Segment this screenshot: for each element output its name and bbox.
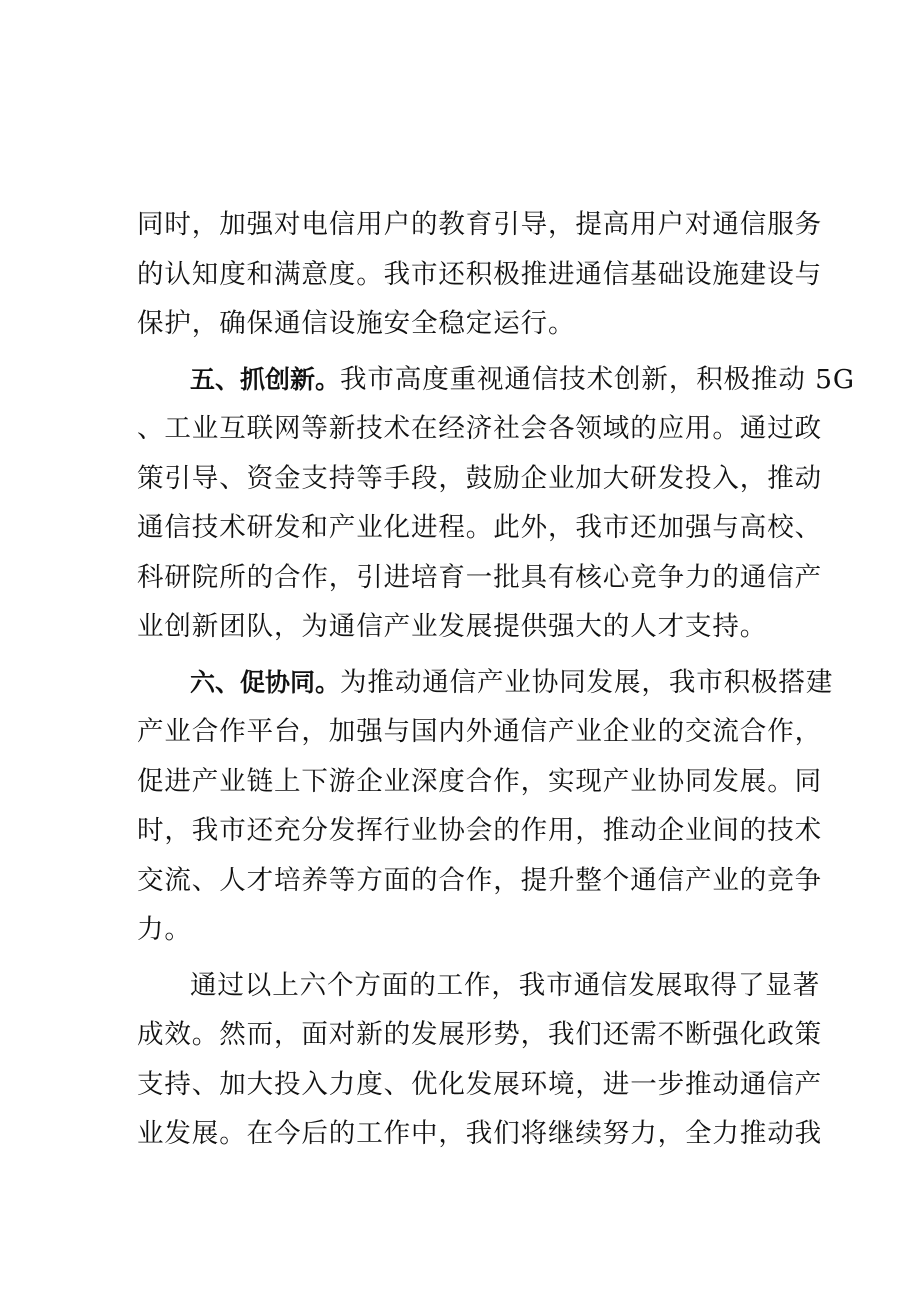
paragraph-innovation bbox=[137, 355, 855, 652]
text-line: 策引导、资金支持等手段，鼓励企业加大研发投入，推动 bbox=[137, 462, 822, 494]
text-line: 产业合作平台，加强与国内外通信产业企业的交流合作， bbox=[137, 716, 822, 747]
text-line: 促进产业链上下游企业深度合作，实现产业协同发展。同 bbox=[137, 765, 822, 797]
text-line: 、工业互联网等新技术在经济社会各领域的应用。通过政 bbox=[137, 413, 822, 444]
text-line: 成效。然而，面对新的发展形势，我们还需不断强化政策 bbox=[137, 1019, 822, 1050]
text-line: 支持、加大投入力度、优化发展环境，进一步推动通信产 bbox=[137, 1068, 822, 1100]
paragraph-infrastructure bbox=[137, 200, 822, 349]
text-line: 交流、人才培养等方面的合作，提升整个通信产业的竞争 bbox=[137, 864, 822, 896]
text-line: 通信技术研发和产业化进程。此外，我市还加强与高校、 bbox=[137, 512, 822, 543]
text-line bbox=[137, 658, 834, 708]
text-line: 时，我市还充分发挥行业协会的作用，推动企业间的技术 bbox=[137, 815, 822, 846]
text-run: 我市高度重视通信技术创新，积极推动 5G bbox=[340, 363, 855, 395]
document-body bbox=[137, 200, 855, 1159]
text-line: 科研院所的合作，引进培育一批具有核心竞争力的通信产 bbox=[137, 561, 822, 593]
text-line: 同时，加强对电信用户的教育引导，提高用户对通信服务 bbox=[137, 209, 822, 240]
text-run: 为推动通信产业协同发展，我市积极搭建 bbox=[340, 666, 834, 698]
section-heading-innovation: 五、抓创新。 bbox=[190, 364, 341, 394]
paragraph-conclusion bbox=[137, 961, 822, 1159]
text-line: 的认知度和满意度。我市还积极推进通信基础设施建设与 bbox=[137, 258, 822, 290]
text-line: 保护，确保通信设施安全稳定运行。 bbox=[137, 308, 576, 339]
text-line bbox=[137, 355, 855, 405]
paragraph-collaboration bbox=[137, 658, 834, 955]
text-line: 业创新团队，为通信产业发展提供强大的人才支持。 bbox=[137, 611, 768, 642]
text-line: 通过以上六个方面的工作，我市通信发展取得了显著 bbox=[190, 969, 821, 1001]
section-heading-collaboration: 六、促协同。 bbox=[190, 667, 341, 697]
text-line: 力。 bbox=[137, 914, 192, 945]
text-line: 业发展。在今后的工作中，我们将继续努力，全力推动我 bbox=[137, 1118, 822, 1149]
